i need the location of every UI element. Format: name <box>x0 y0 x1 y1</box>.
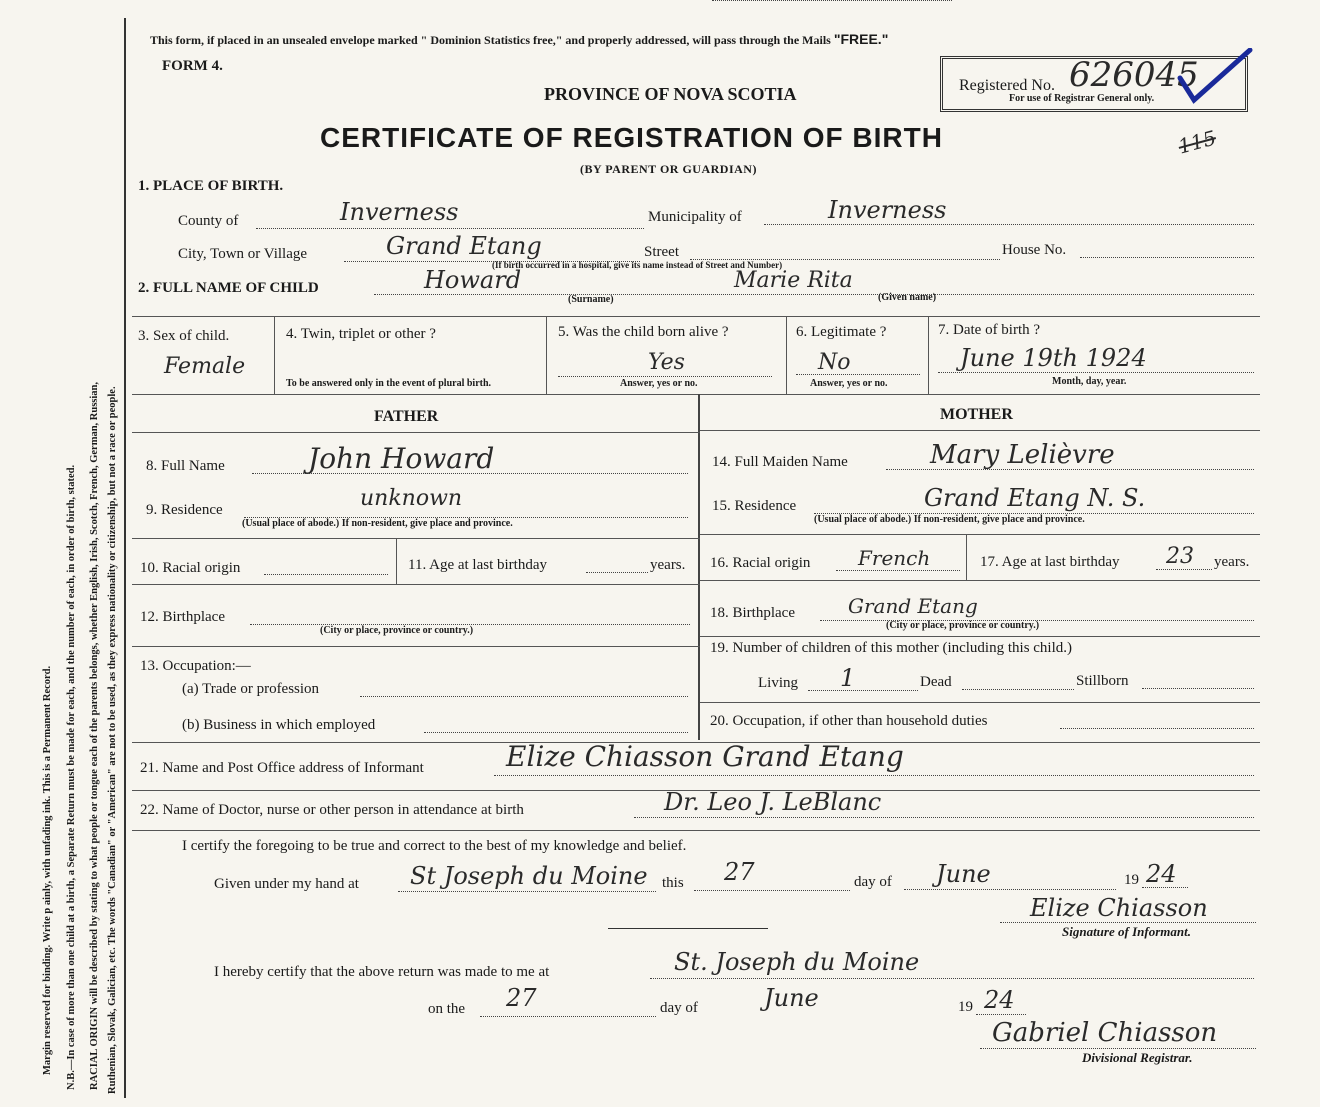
father-residence-note: (Usual place of abode.) If non-resident, give place and province. <box>242 518 513 529</box>
registrar-year-prefix: 19 <box>958 999 973 1015</box>
mother-residence-label: 15. Residence <box>712 498 797 514</box>
stillborn-label: Stillborn <box>1076 673 1129 689</box>
informant-signature-label: Signature of Informant. <box>1062 924 1191 939</box>
form-number: FORM 4. <box>162 58 223 74</box>
legitimate-label: 6. Legitimate ? <box>796 324 887 340</box>
mother-age-value: 23 <box>1166 544 1194 569</box>
legitimate-value: No <box>818 350 851 375</box>
province-heading: PROVINCE OF NOVA SCOTIA <box>544 84 797 104</box>
legitimate-note: Answer, yes or no. <box>810 378 888 389</box>
alive-value: Yes <box>648 350 685 375</box>
father-business-label: (b) Business in which employed <box>182 717 376 733</box>
city-label: City, Town or Village <box>178 246 308 262</box>
father-occupation-label: 13. Occupation:— <box>140 658 251 674</box>
mother-occupation-label: 20. Occupation, if other than household duties <box>710 713 988 729</box>
mail-note: This form, if placed in an unsealed envelope marked " Dominion Statistics free," and properly addressed, will pass through the Mails "FREE." <box>150 31 889 47</box>
registered-value: 626045 <box>1069 55 1199 95</box>
certificate-title: CERTIFICATE OF REGISTRATION OF BIRTH <box>320 122 943 153</box>
check-mark-icon <box>1176 48 1256 108</box>
given-label: Given under my hand at <box>214 876 359 892</box>
father-years-label: years. <box>650 557 686 573</box>
living-value: 1 <box>840 664 856 692</box>
house-label: House No. <box>1002 242 1067 258</box>
binding-margin-rule <box>124 18 126 1098</box>
mother-age-label: 17. Age at last birthday <box>980 554 1120 570</box>
surname-note: (Surname) <box>568 294 614 305</box>
registrar-signature-label: Divisional Registrar. <box>1082 1050 1193 1065</box>
mother-residence-value: Grand Etang N. S. <box>924 484 1146 512</box>
municipality-label: Municipality of <box>648 209 742 225</box>
county-value: Inverness <box>340 198 459 226</box>
given-year-value: 24 <box>1146 860 1177 888</box>
registrar-year-value: 24 <box>984 986 1015 1014</box>
certify-text: I certify the foregoing to be true and correct to the best of my knowledge and belief. <box>182 838 687 854</box>
alive-label: 5. Was the child born alive ? <box>558 324 729 340</box>
mother-residence-note: (Usual place of abode.) If non-resident, give place and province. <box>814 514 1085 525</box>
doctor-label: 22. Name of Doctor, nurse or other person in attendance at birth <box>140 802 524 818</box>
father-name-label: 8. Full Name <box>146 458 225 474</box>
certificate-subtitle: (BY PARENT OR GUARDIAN) <box>580 162 757 176</box>
informant-value: Elize Chiasson Grand Etang <box>506 740 904 773</box>
father-residence-value: unknown <box>360 486 463 511</box>
father-name-value: John Howard <box>308 442 495 475</box>
street-note: (If birth occurred in a hospital, give its name instead of Street and Number) <box>492 260 783 270</box>
dob-label: 7. Date of birth ? <box>938 322 1041 338</box>
side-note-3: RACIAL ORIGIN will be described by stating to what people or tongue each of the parents belongs, whether English, Irish, Scotch, French, German, Russian, <box>89 381 100 1090</box>
twin-note: To be answered only in the event of plural birth. <box>286 378 492 389</box>
county-label: County of <box>178 213 239 229</box>
child-surname: Howard <box>424 266 522 294</box>
mother-heading: MOTHER <box>940 406 1013 423</box>
twin-label: 4. Twin, triplet or other ? <box>286 326 436 342</box>
father-heading: FATHER <box>374 408 439 425</box>
given-place-value: St Joseph du Moine <box>410 862 648 890</box>
registrar-certify-text: I hereby certify that the above return was made to me at <box>214 964 550 980</box>
dob-value: June 19th 1924 <box>960 344 1147 372</box>
child-name-label: 2. FULL NAME OF CHILD <box>138 280 319 296</box>
registrar-dayof-label: day of <box>660 1000 698 1016</box>
dead-label: Dead <box>920 674 952 690</box>
side-note-4: Ruthenian, Slovak, Galician, etc. The words "Canadian" or "American" are not to be used, as they express nationality or citizenship, but not a race or people. <box>107 386 118 1094</box>
mother-birthplace-value: Grand Etang <box>848 594 978 618</box>
mother-name-value: Mary Lelièvre <box>930 440 1115 470</box>
street-label: Street <box>644 244 679 260</box>
mother-racial-label: 16. Racial origin <box>710 555 811 571</box>
mother-birthplace-note: (City or place, province or country.) <box>886 620 1040 631</box>
municipality-value: Inverness <box>828 196 947 224</box>
given-day-value: 27 <box>724 858 755 886</box>
registered-note: For use of Registrar General only. <box>1009 93 1155 104</box>
given-year-prefix: 19 <box>1124 872 1139 888</box>
margin-mark: 115 <box>1175 125 1219 159</box>
father-birthplace-note: (City or place, province or country.) <box>320 625 474 636</box>
registered-label: Registered No. <box>959 77 1055 94</box>
registrar-place-value: St. Joseph du Moine <box>674 948 920 976</box>
informant-label: 21. Name and Post Office address of Informant <box>140 760 424 776</box>
mother-name-label: 14. Full Maiden Name <box>712 454 848 470</box>
given-dayof-label: day of <box>854 874 892 890</box>
father-residence-label: 9. Residence <box>146 502 223 518</box>
alive-note: Answer, yes or no. <box>620 378 698 389</box>
side-note-2: N.B.—In case of more than one child at a birth, a Separate Return must be made for each, and the number of each, in order of birth, stated. <box>66 464 77 1090</box>
father-birthplace-label: 12. Birthplace <box>140 609 225 625</box>
mother-children-label: 19. Number of children of this mother (including this child.) <box>710 640 1073 656</box>
registrar-day-value: 27 <box>506 984 537 1012</box>
registrar-month-value: June <box>764 984 819 1012</box>
city-value: Grand Etang <box>386 232 542 260</box>
registrar-signature: Gabriel Chiasson <box>992 1018 1218 1048</box>
mother-years-label: years. <box>1214 554 1250 570</box>
mother-racial-value: French <box>858 546 931 570</box>
this-label: this <box>662 875 684 891</box>
informant-signature: Elize Chiasson <box>1030 894 1208 922</box>
sex-value: Female <box>164 354 246 379</box>
mother-birthplace-label: 18. Birthplace <box>710 605 795 621</box>
given-month-value: June <box>936 860 991 888</box>
living-label: Living <box>758 675 798 691</box>
place-heading: 1. PLACE OF BIRTH. <box>138 178 284 194</box>
given-note: (Given name) <box>878 292 937 303</box>
father-age-label: 11. Age at last birthday <box>408 557 547 573</box>
father-racial-label: 10. Racial origin <box>140 560 241 576</box>
sex-label: 3. Sex of child. <box>138 328 230 344</box>
father-trade-label: (a) Trade or profession <box>182 681 320 697</box>
child-given-name: Marie Rita <box>734 268 853 293</box>
dob-note: Month, day, year. <box>1052 376 1127 387</box>
doctor-value: Dr. Leo J. LeBlanc <box>664 788 882 816</box>
on-the-label: on the <box>428 1001 466 1017</box>
side-note-1: Margin reserved for binding. Write p ainly, with unfading ink. This is a Permanent Record. <box>42 665 53 1075</box>
